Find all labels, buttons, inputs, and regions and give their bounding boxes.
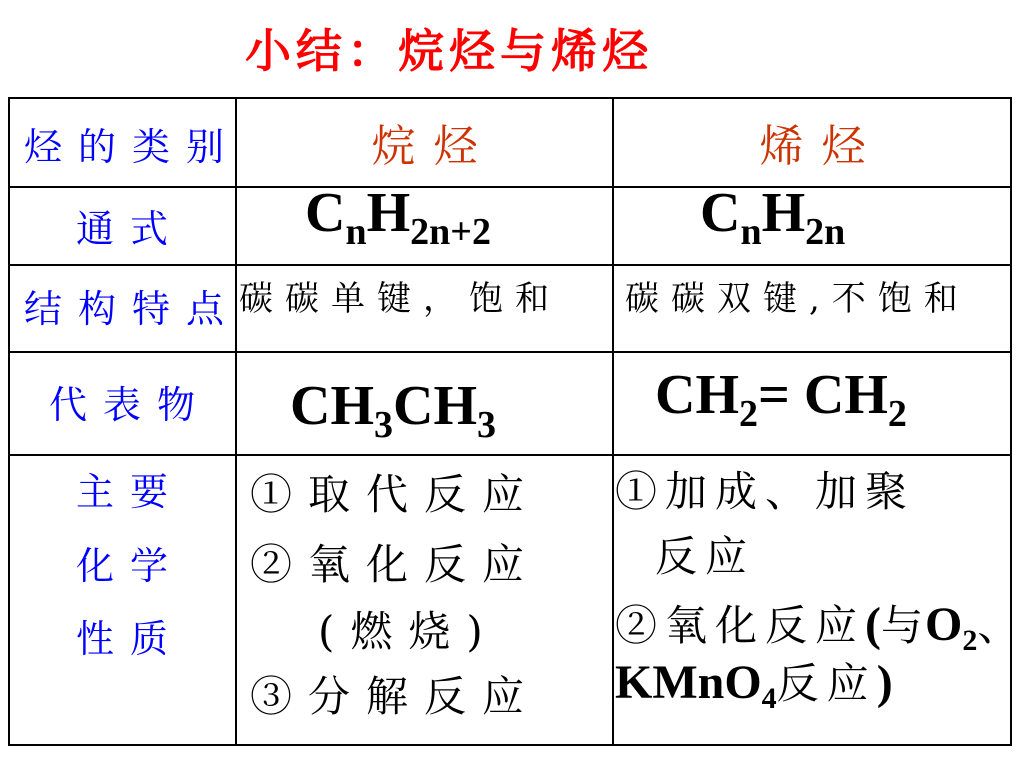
row-label-properties-line: 主要 <box>75 470 184 514</box>
alkane-representative-formula <box>290 375 496 446</box>
alkene-property-oxidation-cont <box>615 656 893 715</box>
alkene-property-oxidation <box>615 598 1020 657</box>
formula-symbol: KMnO <box>615 656 762 709</box>
row-label-general-formula: 通式 <box>75 207 184 251</box>
formula-symbol: C <box>700 182 741 244</box>
general-formula-label-cell <box>8 187 236 265</box>
formula-subscript: 2 <box>739 393 758 435</box>
formula-subscript: n <box>740 211 762 253</box>
formula-symbol: CH <box>290 375 374 437</box>
alkane-properties-cell <box>236 455 613 746</box>
paren-close: ) <box>876 656 893 709</box>
alkene-representative-formula <box>655 364 907 435</box>
property-text: 与 <box>881 601 926 650</box>
formula-subscript: 3 <box>477 404 496 446</box>
alkene-property-addition-cont: 反应 <box>655 532 756 581</box>
formula-symbol: CH <box>655 364 739 426</box>
formula-symbol: H <box>761 182 806 244</box>
alkene-structure-text: 碳碳双键,不饱和 <box>625 279 970 319</box>
alkene-properties-cell <box>613 455 1020 746</box>
property-text: 反应 <box>776 659 877 708</box>
alkane-property-substitution: ①取代反应 <box>250 470 541 519</box>
column-header-alkene: 烯烃 <box>759 121 884 172</box>
alkene-property-addition: ①加成、加聚 <box>615 467 916 516</box>
formula-subscript: 2 <box>887 393 907 435</box>
formula-symbol: O <box>925 598 963 651</box>
slide-title: 小结：烷烃与烯烃 <box>245 24 653 78</box>
formula-symbol: CH <box>803 364 888 426</box>
row-label-structure: 结构特点 <box>24 287 241 331</box>
property-text: 、 <box>977 601 1020 650</box>
representative-label-cell <box>8 352 236 455</box>
property-text: ②氧化反应 <box>615 601 866 650</box>
alkane-structure-cell <box>236 265 613 352</box>
formula-subscript: 3 <box>374 404 393 446</box>
alkane-representative-cell <box>236 352 613 455</box>
structure-label-cell <box>8 265 241 352</box>
alkane-property-oxidation: ②氧化反应 <box>250 540 541 589</box>
alkene-general-formula <box>700 182 846 253</box>
alkane-property-decomposition: ③分解反应 <box>250 672 541 721</box>
column-header-alkane: 烷烃 <box>371 121 496 172</box>
formula-symbol: H <box>366 182 411 244</box>
header-alkene-cell <box>613 97 1012 187</box>
row-label-category: 烃的类别 <box>24 125 241 169</box>
row-label-representative: 代表物 <box>48 383 211 427</box>
alkene-representative-cell <box>613 352 1012 455</box>
alkane-structure-text: 碳碳单键，饱和 <box>239 279 561 319</box>
formula-subscript: 2 <box>962 624 978 657</box>
double-bond-symbol: = <box>758 364 804 426</box>
row-label-properties-line: 性质 <box>75 617 184 661</box>
formula-subscript: 2n+2 <box>410 211 491 253</box>
alkene-structure-cell <box>613 265 1012 352</box>
comparison-table <box>8 97 1020 746</box>
formula-subscript: 2n <box>805 211 846 253</box>
paren-open: ( <box>865 598 881 651</box>
header-label-cell <box>8 97 241 187</box>
alkane-property-combustion-note: (燃烧) <box>318 607 499 656</box>
row-label-properties-line: 化学 <box>75 544 184 588</box>
formula-subscript: n <box>345 211 367 253</box>
alkene-formula-cell <box>613 182 1012 265</box>
header-alkane-cell <box>236 97 613 187</box>
alkane-general-formula <box>305 182 491 253</box>
alkane-formula-cell <box>236 182 613 265</box>
properties-label-cell <box>8 455 236 746</box>
formula-symbol: C <box>305 182 346 244</box>
formula-subscript: 4 <box>761 682 777 715</box>
formula-symbol: CH <box>393 375 477 437</box>
